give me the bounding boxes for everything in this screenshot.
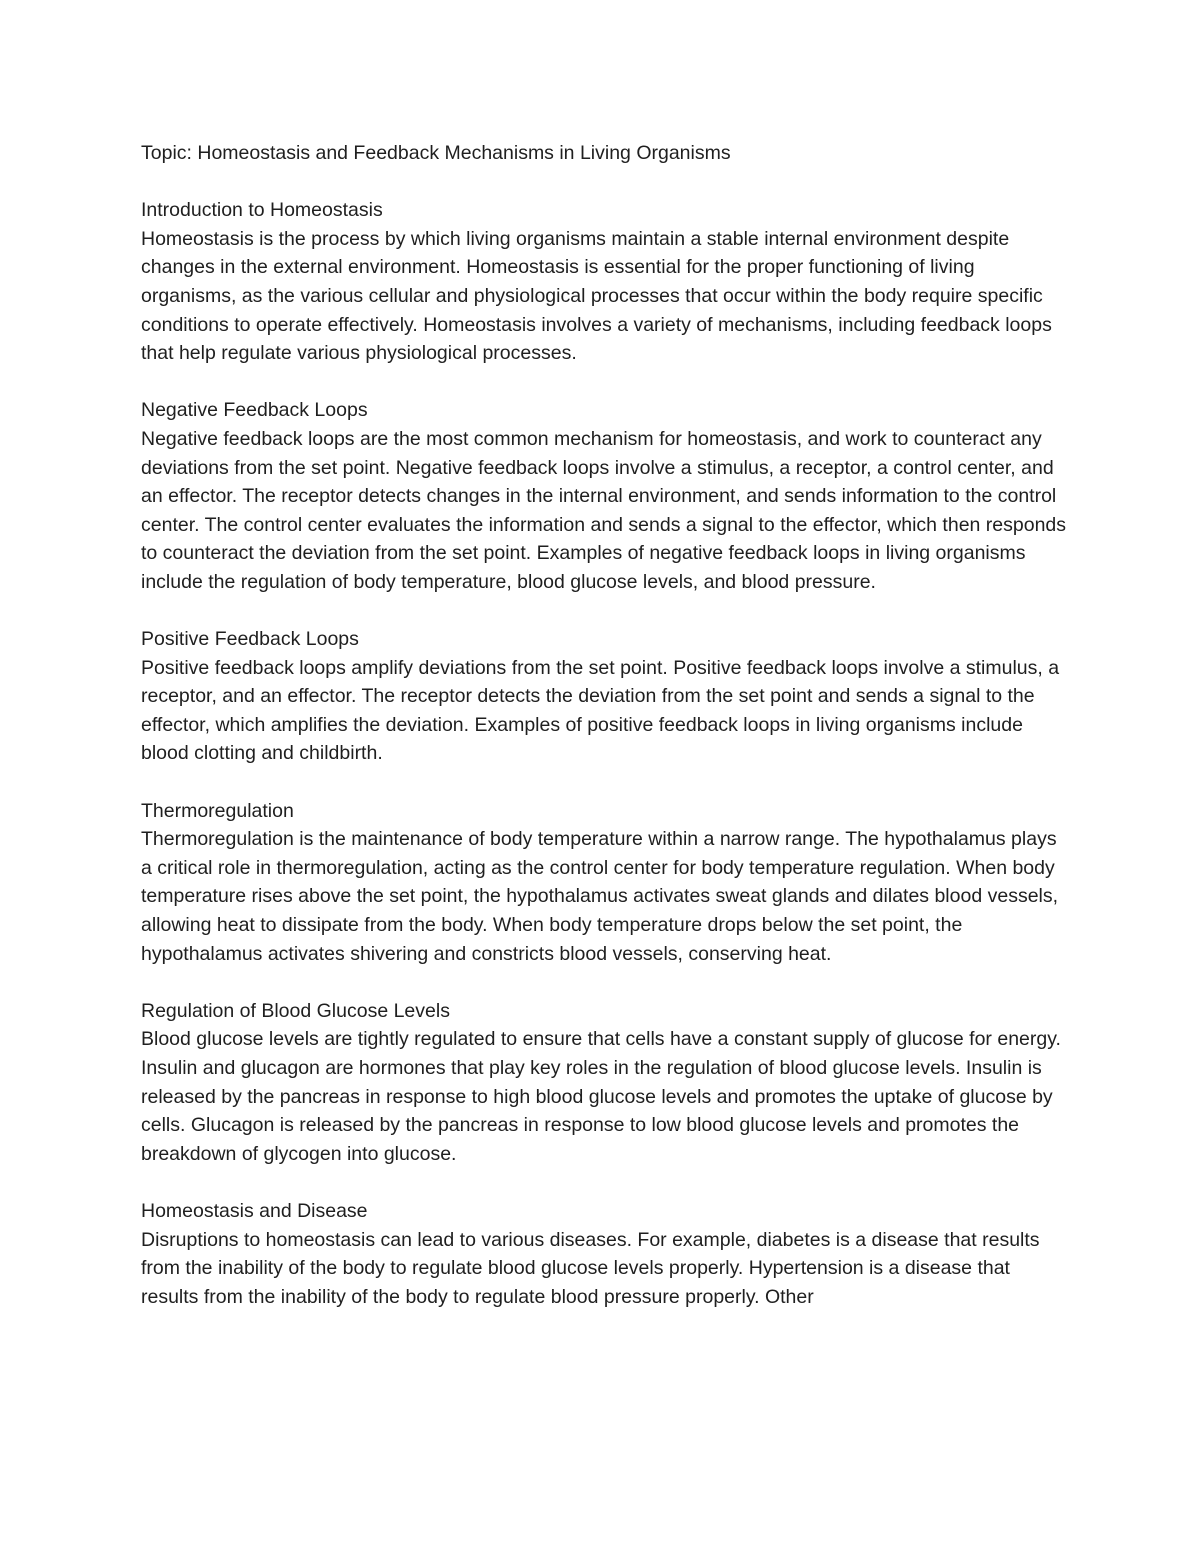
section-thermoregulation [141,797,1071,969]
section-heading: Introduction to Homeostasis [141,199,383,222]
section-negative-feedback [141,396,1071,596]
section-body: Blood glucose levels are tightly regulated to ensure that cells have a constant supply of glucose for energy. Insulin and glucagon are hormones that play key roles in the regulation of blood glucose levels. Insulin is released by the pancreas in response to high blood glucose levels and promotes the uptake of glucose by cells. Glucagon is released by the pancreas in response to low blood glucose levels and promotes the breakdown of glycogen into glucose. [141,1028,1061,1165]
section-blood-glucose [141,997,1071,1169]
section-heading: Homeostasis and Disease [141,1199,368,1222]
section-positive-feedback [141,625,1071,768]
section-heading: Regulation of Blood Glucose Levels [141,999,450,1022]
section-heading: Positive Feedback Loops [141,628,359,651]
section-body: Positive feedback loops amplify deviations from the set point. Positive feedback loops involve a stimulus, a receptor, and an effector. The receptor detects the deviation from the set point and sends a signal to the effector, which amplifies the deviation. Examples of positive feedback loops in living organisms include blood clotting and childbirth. [141,656,1060,765]
section-body: Disruptions to homeostasis can lead to various diseases. For example, diabetes is a disease that results from the inability of the body to regulate blood glucose levels properly. Hypertension is a disease that results from the inability of the body to regulate blood pressure properly. Other [141,1228,1040,1308]
section-body: Thermoregulation is the maintenance of body temperature within a narrow range. The hypothalamus plays a critical role in thermoregulation, acting as the control center for body temperature regulation. When body temperature rises above the set point, the hypothalamus activates sweat glands and dilates blood vessels, allowing heat to dissipate from the body. When body temperature drops below the set point, the hypothalamus activates shivering and constricts blood vessels, conserving heat. [141,828,1059,965]
document-content [141,139,1071,1311]
section-heading: Negative Feedback Loops [141,399,368,422]
section-body: Negative feedback loops are the most common mechanism for homeostasis, and work to counteract any deviations from the set point. Negative feedback loops involve a stimulus, a receptor, a control center, and an effector. The receptor detects changes in the internal environment, and sends information to the control center. The control center evaluates the information and sends a signal to the effector, which then responds to counteract the deviation from the set point. Examples of negative feedback loops in living organisms include the regulation of body temperature, blood glucose levels, and blood pressure. [141,427,1067,593]
section-homeostasis-disease [141,1197,1071,1311]
document-topic: Topic: Homeostasis and Feedback Mechanisms in Living Organisms [141,142,731,164]
section-heading: Thermoregulation [141,799,294,822]
section-body: Homeostasis is the process by which living organisms maintain a stable internal environment despite changes in the external environment. Homeostasis is essential for the proper functioning of living organisms, as the various cellular and physiological processes that occur within the body require specific conditions to operate effectively. Homeostasis involves a variety of mechanisms, including feedback loops that help regulate various physiological processes. [141,227,1052,365]
section-introduction [141,196,1071,368]
